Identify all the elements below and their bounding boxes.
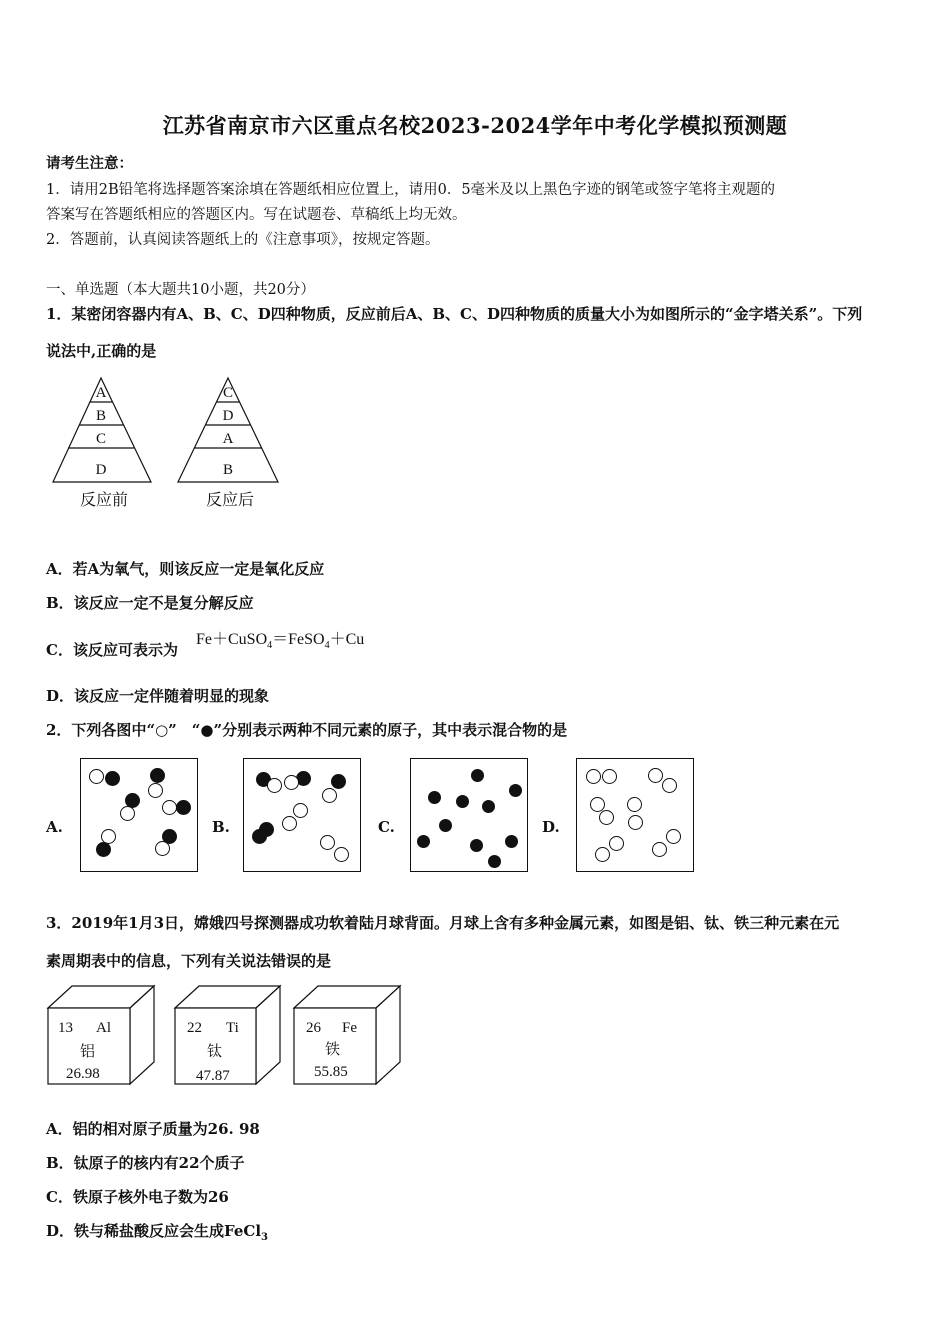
chemical-equation: Fe＋CuSO$_4$＝FeSO$_4$＋Cu [196,631,365,652]
notice-line-1: 1．请用2B铅笔将选择题答案涂填在答题纸相应位置上，请用0．5毫米及以上黑色字迹的钢笔或签字笔将主观题的 [46,182,776,198]
question-1-option-a[interactable]: A．若A为氧气，则该反应一定是氧化反应 [46,560,325,578]
molecule-box-a [80,758,198,872]
atom-hollow [662,778,677,793]
atom-filled [428,791,441,804]
atom-hollow [322,788,337,803]
section-heading: 一、单选题（本大题共10小题，共20分） [46,282,315,298]
question-1-option-d[interactable]: D．该反应一定伴随着明显的现象 [46,687,270,705]
atom-hollow [648,768,663,783]
atom-filled [456,795,469,808]
question-3-text: 3．2019年1月3日，嫦娥四号探测器成功软着陆月球背面。月球上含有多种金属元素，如图是铝、钛、铁三种元素在元 [46,914,840,932]
atom-hollow [627,797,642,812]
atom-filled [439,819,452,832]
atom-hollow [284,775,299,790]
atom-hollow [652,842,667,857]
atom-filled [470,839,483,852]
question-1-option-b[interactable]: B．该反应一定不是复分解反应 [46,594,254,612]
atom-filled [488,855,501,868]
atom-filled [252,829,267,844]
pyramid-before-layer: D [95,462,107,478]
element-name: 铝 [80,1042,96,1060]
atom-hollow [89,769,104,784]
atom-hollow [267,778,282,793]
atom-hollow [609,836,624,851]
element-symbol: Fe [342,1020,357,1036]
element-number: 22 [187,1020,202,1036]
notice-heading: 请考生注意： [46,155,133,172]
molecule-box-c [410,758,528,872]
question-2-option-c[interactable]: C. [378,818,395,836]
atom-hollow [148,783,163,798]
element-mass: 55.85 [314,1064,348,1080]
notice-line-3: 2．答题前，认真阅读答题纸上的《注意事项》，按规定答题。 [46,232,440,248]
element-symbol: Ti [226,1020,239,1036]
question-3-option-d[interactable]: D．铁与稀盐酸反应会生成FeCl$_3$ [46,1222,268,1243]
atom-hollow [293,803,308,818]
element-number: 13 [58,1020,73,1036]
atom-hollow [320,835,335,850]
question-2-option-a[interactable]: A. [46,818,63,836]
question-1-text-cont: 说法中,正确的是 [46,342,157,360]
element-name: 铁 [325,1040,341,1058]
pyramid-before-layer: C [95,431,107,447]
atom-filled [471,769,484,782]
question-3-option-c[interactable]: C．铁原子核外电子数为26 [46,1188,229,1206]
pyramid-before-caption: 反应前 [79,492,129,509]
element-symbol: Al [96,1020,111,1036]
question-2-option-b[interactable]: B. [212,818,230,836]
atom-filled [105,771,120,786]
molecule-box-b [243,758,361,872]
question-1-option-c[interactable] [46,639,178,660]
question-3-option-b[interactable]: B．钛原子的核内有22个质子 [46,1154,245,1172]
pyramid-after-layer: C [222,385,234,401]
atom-hollow [628,815,643,830]
pyramid-after-caption: 反应后 [205,492,255,509]
question-3-option-a[interactable]: A．铝的相对原子质量为26. 98 [46,1120,260,1138]
atom-filled [96,842,111,857]
page-title: 江苏省南京市六区重点名校2023-2024学年中考化学模拟预测题 [162,113,788,138]
pyramid-before-layer: A [95,385,107,401]
option-c-label: C．该反应可表示为 [46,641,178,659]
atom-filled [417,835,430,848]
atom-hollow [666,829,681,844]
atom-filled [331,774,346,789]
element-mass: 26.98 [66,1066,100,1082]
atom-filled [505,835,518,848]
atom-hollow [599,810,614,825]
pyramid-before-layer: B [95,408,107,424]
question-1-text: 1．某密闭容器内有A、B、C、D四种物质，反应前后A、B、C、D四种物质的质量大小为如图所示的“金字塔关系”。下列 [46,305,863,323]
atom-filled [482,800,495,813]
pyramid-diagram [48,375,288,515]
atom-hollow [155,841,170,856]
pyramid-after-layer: D [222,408,234,424]
atom-hollow [595,847,610,862]
atom-hollow [282,816,297,831]
element-cards [44,982,414,1092]
atom-hollow [120,806,135,821]
atom-filled [509,784,522,797]
notice-line-2: 答案写在答题纸相应的答题区内。写在试题卷、草稿纸上均无效。 [46,207,467,223]
atom-filled [150,768,165,783]
question-3-text-cont: 素周期表中的信息，下列有关说法错误的是 [46,952,332,970]
pyramid-after-layer: B [222,462,234,478]
molecule-box-d [576,758,694,872]
atom-hollow [162,800,177,815]
atom-filled [176,800,191,815]
element-name: 钛 [207,1042,223,1060]
atom-hollow [586,769,601,784]
question-2-text: 2．下列各图中“○” “●”分别表示两种不同元素的原子，其中表示混合物的是 [46,721,568,739]
question-2-option-d[interactable]: D. [542,818,560,836]
element-mass: 47.87 [196,1068,230,1084]
atom-hollow [334,847,349,862]
atom-hollow [602,769,617,784]
pyramid-after-layer: A [222,431,234,447]
element-number: 26 [306,1020,321,1036]
